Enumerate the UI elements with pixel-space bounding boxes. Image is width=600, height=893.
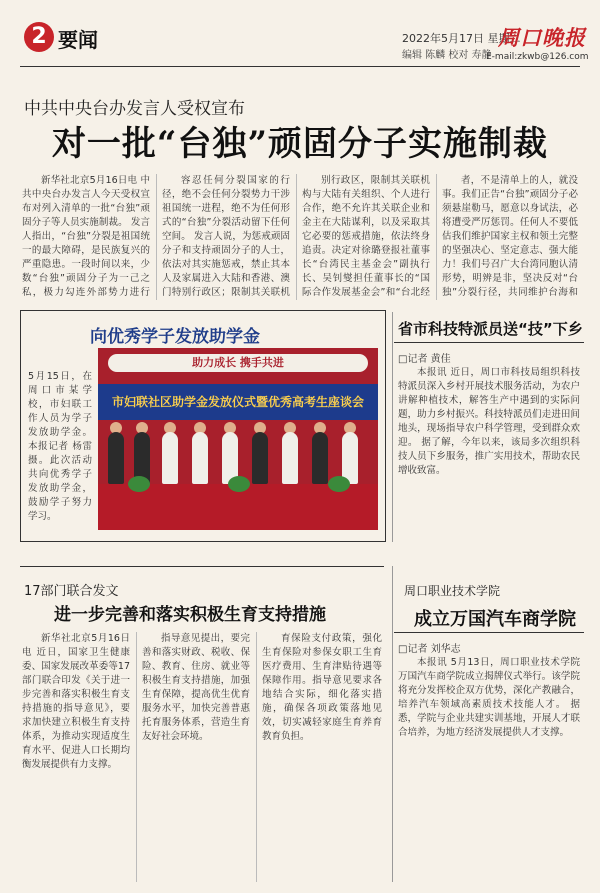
photo-caption: 5月15日，在周口市某学校，市妇联工作人员为学子发放助学金。本报记者 杨雷 摄。此次活动共向优秀学子发放助学金，鼓励学子努力学习。 bbox=[28, 371, 92, 522]
college-reporter: □记者 刘华志 bbox=[398, 644, 461, 655]
policy-headline: 进一步完善和落实积极生育支持措施 bbox=[54, 605, 326, 625]
person-figure bbox=[312, 432, 328, 484]
lead-kicker: 中共中央台办发言人受权宣布 bbox=[24, 99, 245, 119]
title-underline bbox=[394, 342, 584, 343]
flower-pot bbox=[228, 476, 250, 492]
column-divider bbox=[392, 566, 393, 882]
college-headline: 成立万国汽车商学院 bbox=[414, 609, 576, 630]
person-figure bbox=[162, 432, 178, 484]
column-divider bbox=[392, 312, 393, 542]
issue-date: 2022年5月17日 星期二 bbox=[402, 32, 521, 45]
lead-column-2: 容忍任何分裂国家的行径，绝不会任何分裂势力干涉祖国统一进程，绝不为任何形式的“台独”分裂活动留下任何空间。 发言人说，为惩戒顽固分子和支持顽固分子的人士，依法对其实施惩戒，禁止其本人及家属进入大陆和香港、澳门特别行政区；限制其关联机 bbox=[162, 175, 290, 298]
page-header bbox=[0, 0, 600, 62]
column-divider bbox=[156, 174, 157, 300]
editor-credits: 编辑 陈麟 校对 寿静 bbox=[402, 50, 492, 61]
college-body: 本报讯 5月13日，周口职业技术学院万国汽车商学院成立揭牌仪式举行。该学院将充分发挥校企双方优势，深化产教融合，培养汽车领域高素质技术技能人才。 据悉，学院与企业共建实训基地，开展人才联合培养，为地方经济发展提供人才支撑。 bbox=[398, 657, 580, 738]
college-kicker: 周口职业技术学院 bbox=[404, 584, 501, 598]
policy-column-3: 育保险支付政策，强化生育保险对参保女职工生育医疗费用、生育津贴待遇等保障作用。指导意见要求各地结合实际，细化落实措施，确保各项政策落地见效，切实减轻家庭生育养育教育负担。 bbox=[262, 633, 382, 742]
section-divider bbox=[20, 566, 384, 567]
photo-story-title: 向优秀学子发放助学金 bbox=[90, 327, 260, 347]
science-headline: 省市科技特派员送“技”下乡 bbox=[398, 320, 583, 338]
lead-headline: 对一批“台独”顽固分子实施制裁 bbox=[51, 124, 549, 164]
person-figure bbox=[282, 432, 298, 484]
lead-column-4: 者，不是清单上的人，就没事。我们正告“台独”顽固分子必须悬崖勒马，愿意以身试法，必将遭受严厉惩罚。任何人不要低估我们维护国家主权和领土完整的坚强决心、坚定意志、强大能力！我们号召广大台湾同胞认清形势，明辨是非，坚决反对“台独”分裂行径，共同维护台海和 bbox=[442, 175, 578, 298]
title-underline bbox=[394, 632, 584, 633]
section-title: 要闻 bbox=[58, 28, 98, 52]
column-divider bbox=[136, 632, 137, 882]
policy-kicker: 17部门联合发文 bbox=[24, 584, 119, 599]
policy-column-2: 指导意见提出，要完善和落实财政、税收、保险、教育、住房、就业等积极生育支持措施，加强生育保障，提高优生优育服务水平，加快完善普惠托育服务体系，营造生育友好社会环境。 bbox=[142, 633, 250, 742]
lead-column-1: 新华社北京5月16日电 中共中央台办发言人今天受权宣布对列入清单的一批“台独”顽固分子等人员实施制裁。 发言人指出，“台独”分裂是祖国统一的最大障碍，是民族复兴的严重隐患。一段时间以来，少数“台独”顽固分子为一己之私，极力勾连外部势力进行 bbox=[22, 175, 150, 298]
column-divider bbox=[256, 632, 257, 882]
lead-column-3: 别行政区，限制其关联机构与大陆有关组织、个人进行合作，绝不允许其关联企业和金主在大陆谋利，以及采取其它必要的惩戒措施，依法终身追责。决定对徐璐登报社董事长“台湾民主基金会”副执行长、吴钊燮担任董事长的“国际合作发展基金会”和“台北经 bbox=[302, 175, 430, 298]
person-figure bbox=[192, 432, 208, 484]
science-reporter: □记者 黄佳 bbox=[398, 354, 451, 365]
column-divider bbox=[436, 174, 437, 300]
event-photo bbox=[98, 348, 378, 530]
person-figure bbox=[252, 432, 268, 484]
flower-pot bbox=[128, 476, 150, 492]
policy-column-1: 新华社北京5月16日电 近日，国家卫生健康委、国家发展改革委等17部门联合印发《关于进一步完善和落实积极生育支持措施的指导意见》，要求加快建立积极生育支持体系，为推动实现适度生育水平、促进人口长期均衡发展提供有力支撑。 bbox=[22, 633, 130, 770]
flower-pot bbox=[328, 476, 350, 492]
person-figure bbox=[108, 432, 124, 484]
column-divider bbox=[296, 174, 297, 300]
science-body: 本报讯 近日，周口市科技局组织科技特派员深入乡村开展技术服务活动，为农户讲解种植技术，解答生产中遇到的实际问题，助力乡村振兴。科技特派员们走进田间地头，现场指导农户科学管理，受到群众欢迎。 据了解，今年以来，该局多次组织科技人员下乡服务，推广实用技术，帮助农民增收致富。 bbox=[398, 367, 580, 476]
header-divider bbox=[20, 66, 580, 67]
page-number: 2 bbox=[24, 22, 54, 52]
newspaper-logo: 周口晚报 bbox=[498, 25, 586, 50]
photo-banner-slogan: 助力成长 携手共进 bbox=[108, 354, 368, 372]
contact-email: E-mail:zkwb@126.com bbox=[486, 52, 589, 62]
photo-banner-event: 市妇联社区助学金发放仪式暨优秀高考生座谈会 bbox=[98, 384, 378, 420]
